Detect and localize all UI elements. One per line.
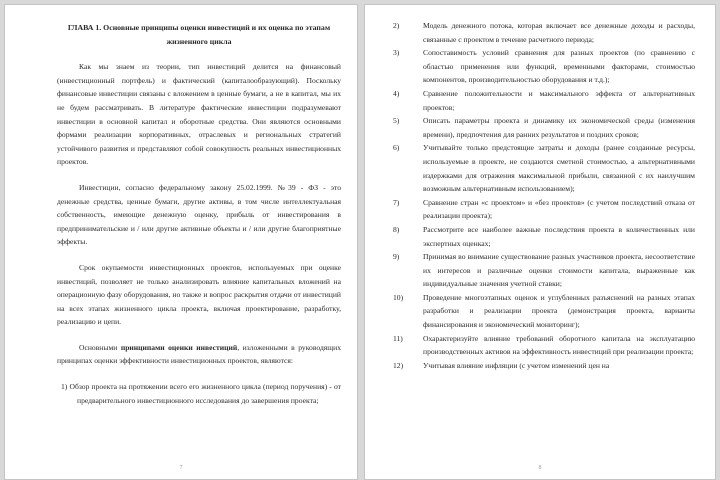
list-number: 2) — [393, 21, 400, 30]
list-text: Сравнение стран «с проектом» и «без проектов» (с учетом последствий отказа от реализации проекта); — [423, 197, 695, 221]
list-text: Принимая во внимание существование разных участников проекта, несоответствие их интересов и различные оценки стоимости капитала, выраженные как индивидуальные значения учетной ставки; — [423, 252, 695, 289]
page-right-content — [393, 19, 695, 372]
principles-term: принципами оценки инвестиций — [120, 342, 238, 352]
page-left-content — [57, 21, 341, 407]
list-text: Рассмотрите все наиболее важные последствия проекта в количественных или экспертных оценках; — [423, 224, 695, 248]
principles-intro-start: Основными — [79, 342, 121, 352]
list-text: Учитывайте только предстоящие затраты и доходы (ранее созданные ресурсы, используемые в проекте, не создаются сметной стоимостью, а альтернативными издержками для отражения максимальной прибыли, связанной с их наилучшим возможным альтернативным использованием); — [423, 143, 695, 194]
list-text: Проведение многоэтапных оценок и углубленных разъяснений на разных этапах разработки и реализации проекта (демонстрация проекта, варианты финансирования и экономический мониторинг); — [423, 292, 695, 330]
list-text: Сопоставимость условий сравнения для разных проектов (по сравнению с областью применения или функций, временными факторами, стоимостью компонентов, производительностью оборудования и т.д.); — [423, 48, 695, 85]
list-number: 12) — [393, 360, 404, 370]
list-text: Охарактеризуйте влияние требований оборотного капитала на эксплуатацию производственных активов на эффективность инвестиций при реализации проекта; — [423, 333, 695, 357]
paragraph-investment-definition: Инвестиции, согласно федеральному закону 25.02.1999. №39 - ФЗ - это денежные средства, ценные бумаги, другие активы, в том числе интеллектуальная собственность, имеющие денежную оценку, прибыль от инвестирования в предпринимательские и / или другие активные объекты и / или другие благоприятные эффекты. — [57, 182, 341, 247]
list-item-3 — [393, 46, 695, 87]
page-number-right: 8 — [538, 465, 542, 471]
list-text: Описать параметры проекта и динамику их экономической среды (изменения времени), предпочтения для ранних результатов и поздних сроков; — [423, 116, 695, 139]
paragraph-payback-period: Срок окупаемости инвестиционных проектов, используемых при оценке инвестиций, позволяет не только анализировать влияние капитальных вложений на операционную фазу оборудования, но также и вопрос раскрытия отдачи от инвестиций на всех этапах жизненного цикла проекта, включая проектирование, разработку, реализацию и цепи. — [57, 262, 341, 327]
list-number: 11) — [393, 333, 403, 343]
list-item-1: 1) Обзор проекта на протяжении всего его жизненного цикла (период поручения) - от предварительного инвестиционного исследования до завершения проекта; — [61, 382, 341, 405]
list-text: Модель денежного потока, которая включает все денежные доходы и расходы, связанные с проектом в течение расчетного периода; — [423, 21, 695, 44]
list-number: 3) — [393, 48, 400, 58]
page-number-left: 7 — [179, 465, 183, 471]
chapter-heading: ГЛАВА 1. Основные принципы оценки инвестиций и их оценка по этапам жизненного цикла — [67, 23, 331, 46]
paragraph-investment-types: Как мы знаем из теории, тип инвестиций делится на финансовый (инвестиционный портфель) и фактический (капиталообразующий). Поскольку финансовые инвестиции связаны с вложением в ценные бумаги, а не в капитал, мы их не будем рассматривать. В литературе фактические инвестиции подразумевают инвестиции в основной капитал и оборотные средства. Они являются основными формами реализации корпоративных, отраслевых и региональных стратегий устойчивого развития и представляют собой совокупность реальных инвестиционных проектов. — [57, 62, 341, 167]
list-item-6 — [393, 141, 695, 195]
list-item-5 — [393, 114, 695, 141]
list-number: 6) — [393, 143, 400, 153]
page-left — [4, 4, 358, 480]
list-number: 7) — [393, 197, 400, 207]
list-number: 5) — [393, 116, 400, 126]
list-item-10 — [393, 291, 695, 332]
list-item-9 — [393, 250, 695, 291]
list-item-4 — [393, 87, 695, 114]
list-number: 9) — [393, 252, 400, 262]
list-number: 4) — [393, 88, 400, 98]
list-item-12 — [393, 359, 695, 373]
list-item-11 — [393, 332, 695, 359]
list-text: Учитывая влияние инфляции (с учетом изменений цен на — [423, 360, 610, 370]
list-item-7 — [393, 196, 695, 223]
paragraph-principles-intro — [57, 341, 341, 368]
page-right — [364, 4, 716, 480]
list-number: 8) — [393, 224, 400, 234]
list-number: 10) — [393, 292, 404, 302]
list-text: Сравнение положительности и максимального эффекта от альтернативных проектов; — [423, 88, 695, 112]
principles-intro-end: , изложенными в руководящих принципах оценки эффективности инвестиционных проектов, являются: — [57, 342, 342, 366]
list-item-8 — [393, 223, 695, 250]
list-item-2 — [393, 19, 695, 46]
